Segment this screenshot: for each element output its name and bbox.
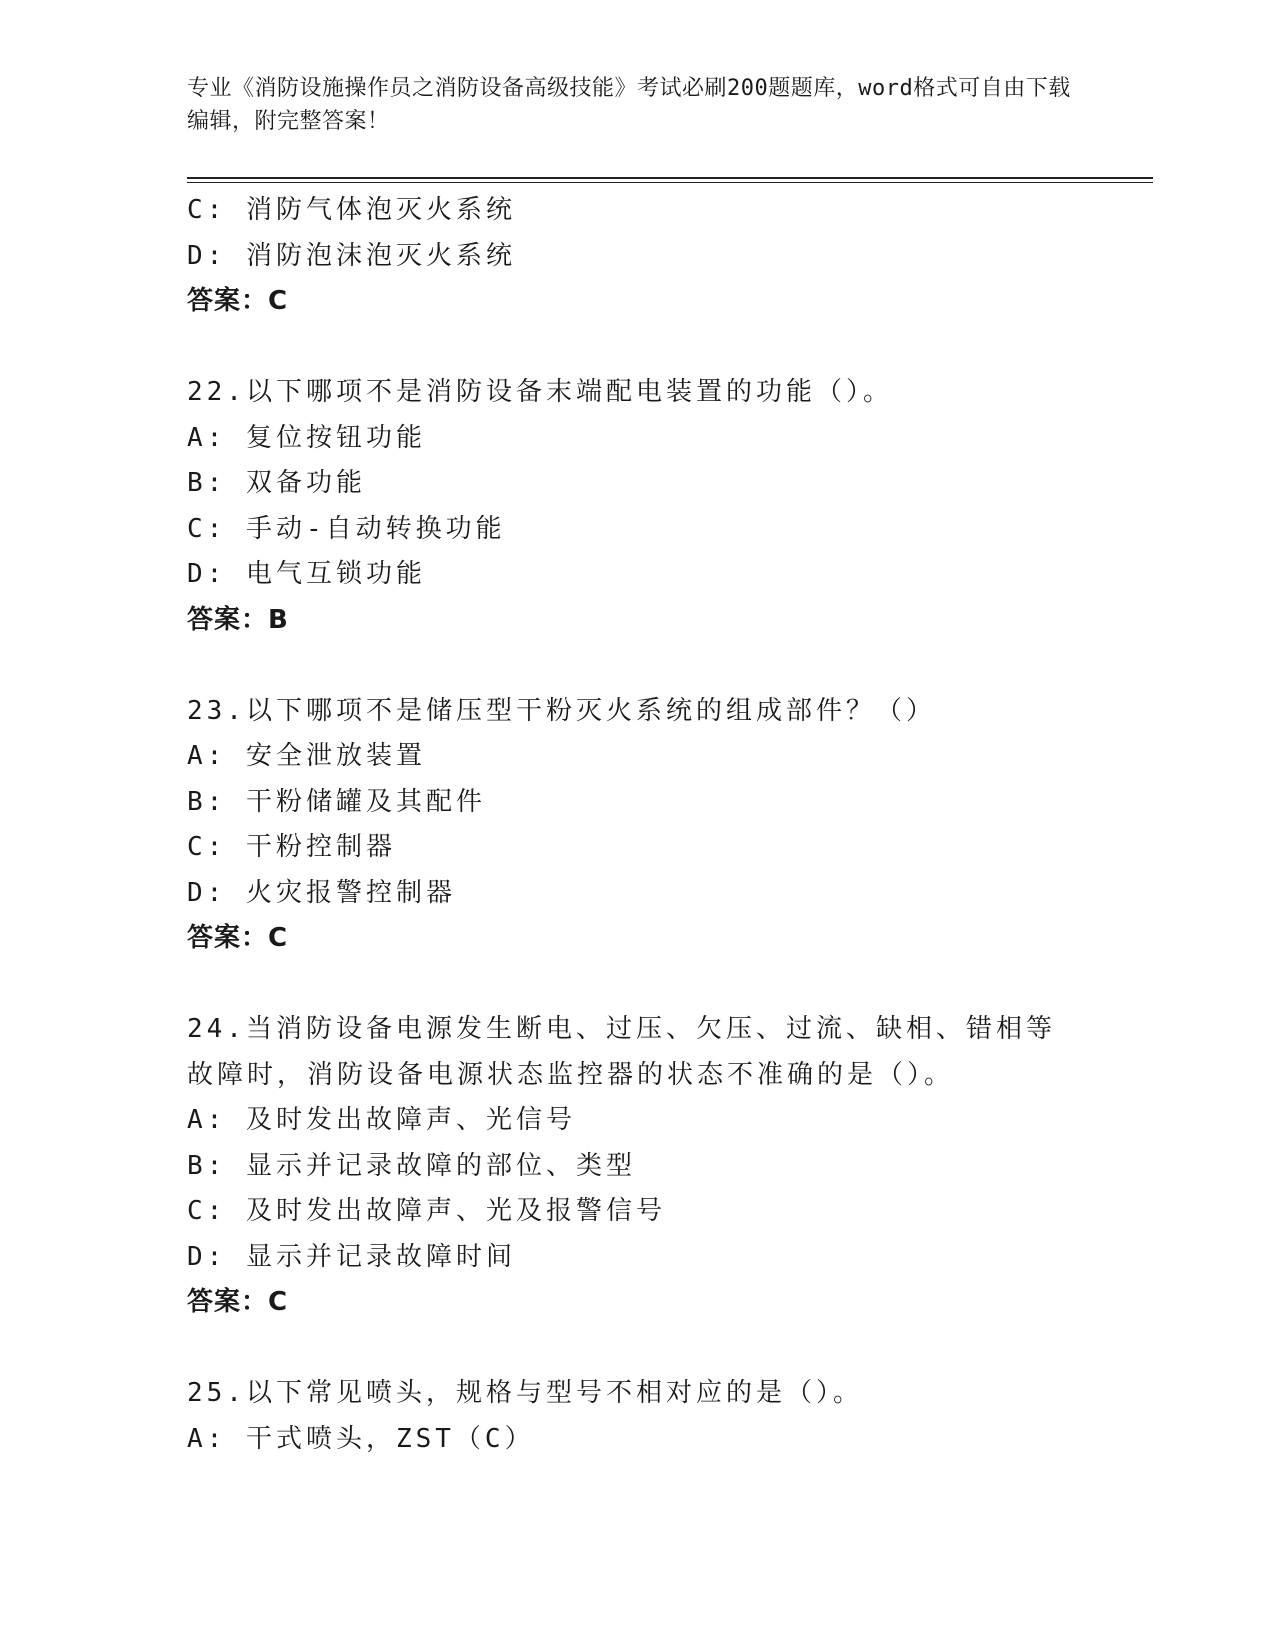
- question-stem: 24.当消防设备电源发生断电、过压、欠压、过流、缺相、错相等故障时，消防设备电源状态监控器的状态不准确的是（）。: [187, 1014, 1056, 1090]
- header-rule-thick: [187, 177, 1153, 179]
- option-b: B: 干粉储罐及其配件: [187, 786, 486, 817]
- option-d: D: 显示并记录故障时间: [187, 1241, 516, 1272]
- header-rule-thin: [187, 182, 1153, 183]
- option-d: D: 消防泡沫泡灭火系统: [187, 240, 516, 271]
- question-23: [187, 689, 1087, 962]
- option-b: B: 显示并记录故障的部位、类型: [187, 1150, 636, 1181]
- answer-line: 答案：C: [187, 286, 289, 316]
- question-stem: 22.以下哪项不是消防设备末端配电装置的功能（）。: [187, 377, 893, 407]
- option-d: D: 火灾报警控制器: [187, 877, 456, 908]
- option-d: D: 电气互锁功能: [187, 559, 426, 589]
- question-list: [187, 188, 1087, 1462]
- option-c: C: 手动-自动转换功能: [187, 513, 506, 544]
- answer-line: 答案：C: [187, 1287, 289, 1317]
- option-a: A: 及时发出故障声、光信号: [187, 1105, 576, 1135]
- option-b: B: 双备功能: [187, 468, 366, 498]
- document-header: 专业《消防设施操作员之消防设备高级技能》考试必刷200题题库，word格式可自由下载编辑，附完整答案！: [187, 76, 1071, 134]
- question-21-continuation: [187, 188, 1087, 325]
- answer-line: 答案：C: [187, 923, 289, 953]
- question-stem: 23.以下哪项不是储压型干粉灭火系统的组成部件？（）: [187, 695, 936, 726]
- question-22: [187, 370, 1087, 643]
- question-25: [187, 1371, 1087, 1462]
- option-a: A: 干式喷头，ZST（C）: [187, 1423, 535, 1454]
- option-a: A: 复位按钮功能: [187, 422, 426, 453]
- question-24: [187, 1007, 1087, 1326]
- option-c: C: 及时发出故障声、光及报警信号: [187, 1196, 666, 1226]
- answer-line: 答案：B: [187, 604, 289, 635]
- option-c: C: 消防气体泡灭火系统: [187, 195, 516, 225]
- option-a: A: 安全泄放装置: [187, 741, 426, 771]
- question-stem: 25.以下常见喷头，规格与型号不相对应的是（）。: [187, 1378, 863, 1408]
- option-c: C: 干粉控制器: [187, 832, 396, 862]
